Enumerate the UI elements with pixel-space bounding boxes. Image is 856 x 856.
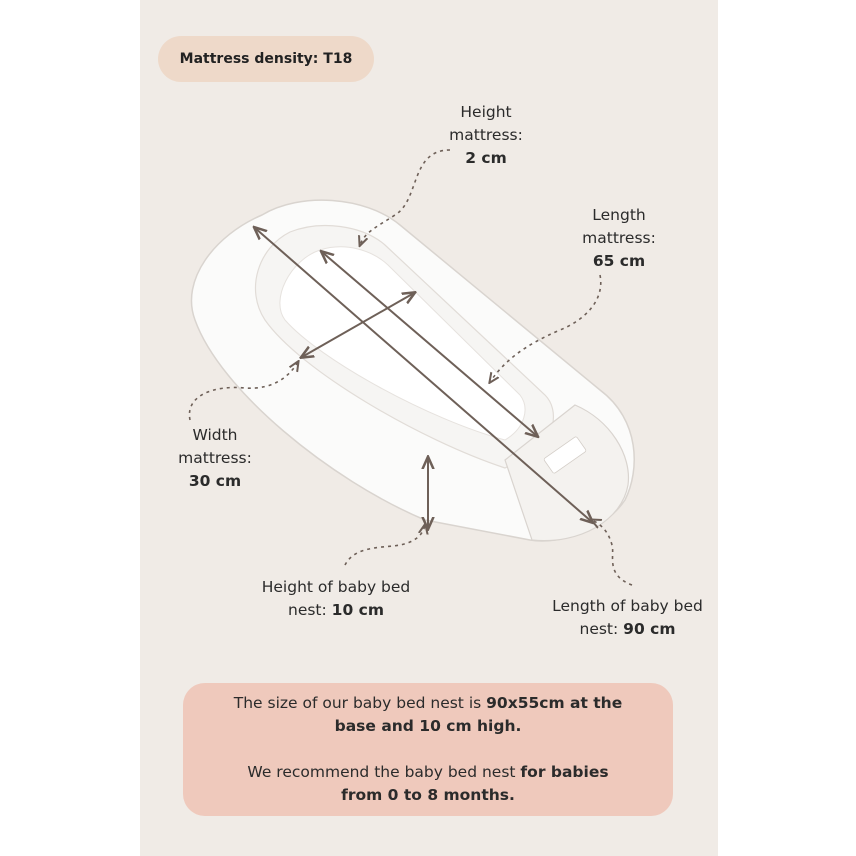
width-mattress-label xyxy=(155,424,275,493)
note-p2-text: We recommend the baby bed nest xyxy=(247,763,521,781)
note-p1-text: The size of our baby bed nest is xyxy=(233,694,487,712)
length-nest-label xyxy=(535,595,720,641)
length-nest-leader xyxy=(592,520,632,585)
length-mattress-label xyxy=(559,204,679,273)
height-nest-line1: Height of baby bed xyxy=(261,578,411,596)
note-p1-bold-b: base and 10 cm high. xyxy=(334,717,522,735)
height-nest-prefix: nest: xyxy=(288,601,332,619)
note-p2-bold-b: from 0 to 8 months. xyxy=(341,786,515,804)
mattress-density-text: Mattress density: T18 xyxy=(179,51,353,67)
note-p2-bold-a: for babies xyxy=(520,763,609,781)
length-nest-prefix: nest: xyxy=(579,620,624,638)
height-mattress-label xyxy=(426,101,546,170)
height-nest-value: 10 cm xyxy=(331,601,384,619)
length-mattress-line2: mattress: xyxy=(582,229,656,247)
width-mattress-line2: mattress: xyxy=(178,449,252,467)
length-nest-value: 90 cm xyxy=(623,620,676,638)
height-mattress-line1: Height xyxy=(460,103,512,121)
width-mattress-value: 30 cm xyxy=(188,472,242,490)
width-mattress-line1: Width xyxy=(192,426,238,444)
height-nest-label xyxy=(246,576,426,622)
info-note-box xyxy=(183,683,673,816)
length-mattress-value: 65 cm xyxy=(592,252,646,270)
height-mattress-value: 2 cm xyxy=(465,149,507,167)
height-nest-leader xyxy=(345,525,425,565)
length-mattress-line1: Length xyxy=(592,206,646,224)
height-mattress-line2: mattress: xyxy=(449,126,523,144)
length-nest-line1: Length of baby bed xyxy=(552,597,703,615)
note-p1-bold-a: 90x55cm at the xyxy=(486,694,623,712)
